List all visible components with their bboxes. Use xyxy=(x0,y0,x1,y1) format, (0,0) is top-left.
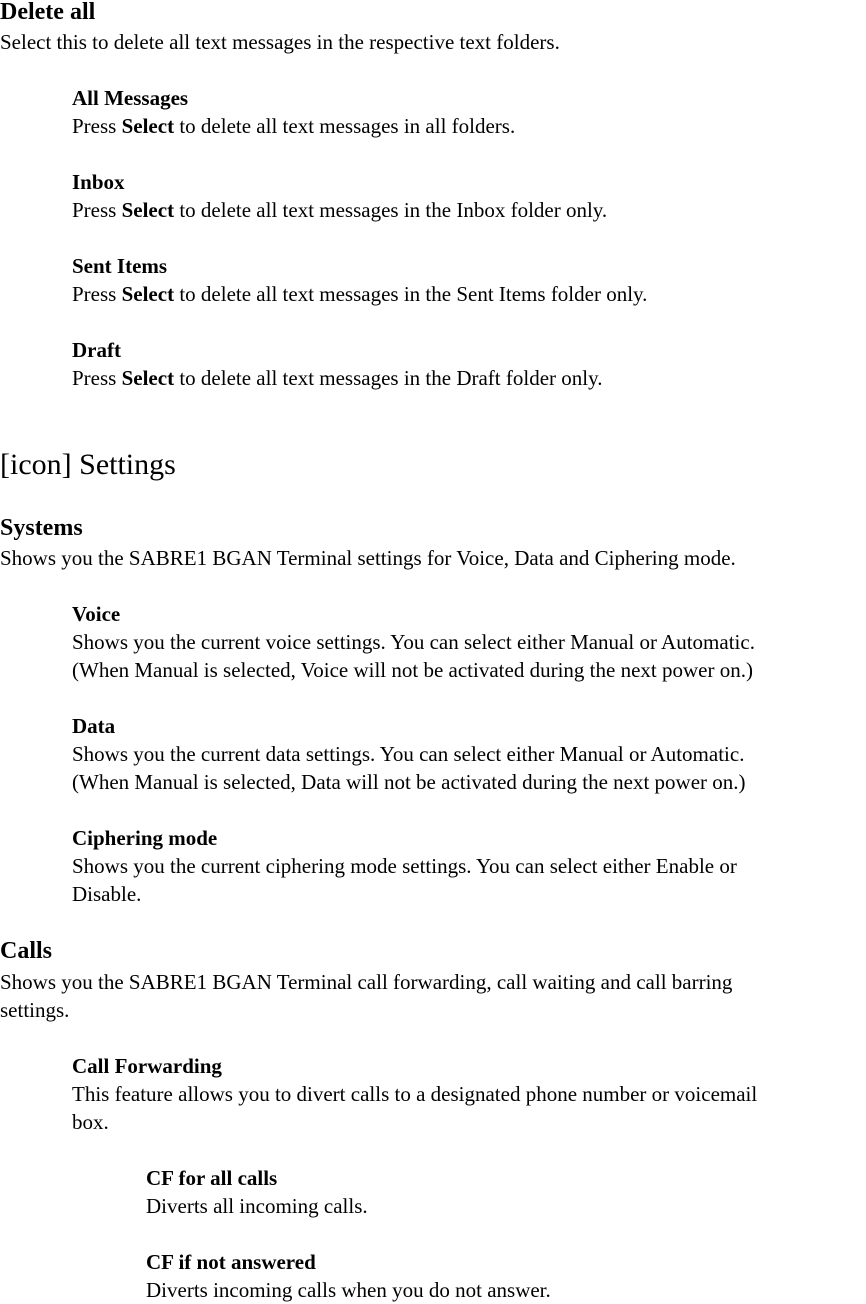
cf-not-answered-title: CF if not answered xyxy=(146,1250,316,1274)
systems-description: Shows you the SABRE1 BGAN Terminal settings for Voice, Data and Ciphering mode. xyxy=(0,546,736,570)
voice-title: Voice xyxy=(72,602,121,626)
select-key: Select xyxy=(121,366,175,390)
call-forwarding-title: Call Forwarding xyxy=(72,1054,222,1078)
inbox-description: Press Select to delete all text messages in the Inbox folder only. xyxy=(72,198,608,222)
cf-all-calls-description: Diverts all incoming calls. xyxy=(146,1194,368,1218)
voice-description-line1: Shows you the current voice settings. You can select either Manual or Automatic. xyxy=(72,630,755,654)
call-forwarding-description-line2: box. xyxy=(72,1110,109,1134)
inbox-title: Inbox xyxy=(72,170,125,194)
delete-all-description: Select this to delete all text messages in the respective text folders. xyxy=(0,30,560,54)
ciphering-mode-description-line1: Shows you the current ciphering mode settings. You can select either Enable or xyxy=(72,854,737,878)
cf-not-answered-description: Diverts incoming calls when you do not answer. xyxy=(146,1278,551,1302)
sent-items-description: Press Select to delete all text messages in the Sent Items folder only. xyxy=(72,282,648,306)
select-key: Select xyxy=(121,198,175,222)
call-forwarding-description-line1: This feature allows you to divert calls to a designated phone number or voicemail xyxy=(72,1082,758,1106)
draft-title: Draft xyxy=(72,338,121,362)
all-messages-title: All Messages xyxy=(72,86,189,110)
delete-all-heading: Delete all xyxy=(0,0,96,25)
data-description-line2: (When Manual is selected, Data will not be activated during the next power on.) xyxy=(72,770,746,794)
settings-title: [icon] Settings xyxy=(0,448,176,481)
voice-description-line2: (When Manual is selected, Voice will not be activated during the next power on.) xyxy=(72,658,753,682)
ciphering-mode-title: Ciphering mode xyxy=(72,826,218,850)
systems-heading: Systems xyxy=(0,515,83,541)
select-key: Select xyxy=(121,282,175,306)
data-title: Data xyxy=(72,714,116,738)
all-messages-description: Press Select to delete all text messages in all folders. xyxy=(72,114,516,138)
calls-heading: Calls xyxy=(0,938,53,964)
calls-description-line1: Shows you the SABRE1 BGAN Terminal call forwarding, call waiting and call barring xyxy=(0,970,733,994)
cf-all-calls-title: CF for all calls xyxy=(146,1166,278,1190)
calls-description-line2: settings. xyxy=(0,998,70,1022)
data-description-line1: Shows you the current data settings. You can select either Manual or Automatic. xyxy=(72,742,745,766)
select-key: Select xyxy=(121,114,175,138)
ciphering-mode-description-line2: Disable. xyxy=(72,882,142,906)
sent-items-title: Sent Items xyxy=(72,254,168,278)
draft-description: Press Select to delete all text messages in the Draft folder only. xyxy=(72,366,603,390)
